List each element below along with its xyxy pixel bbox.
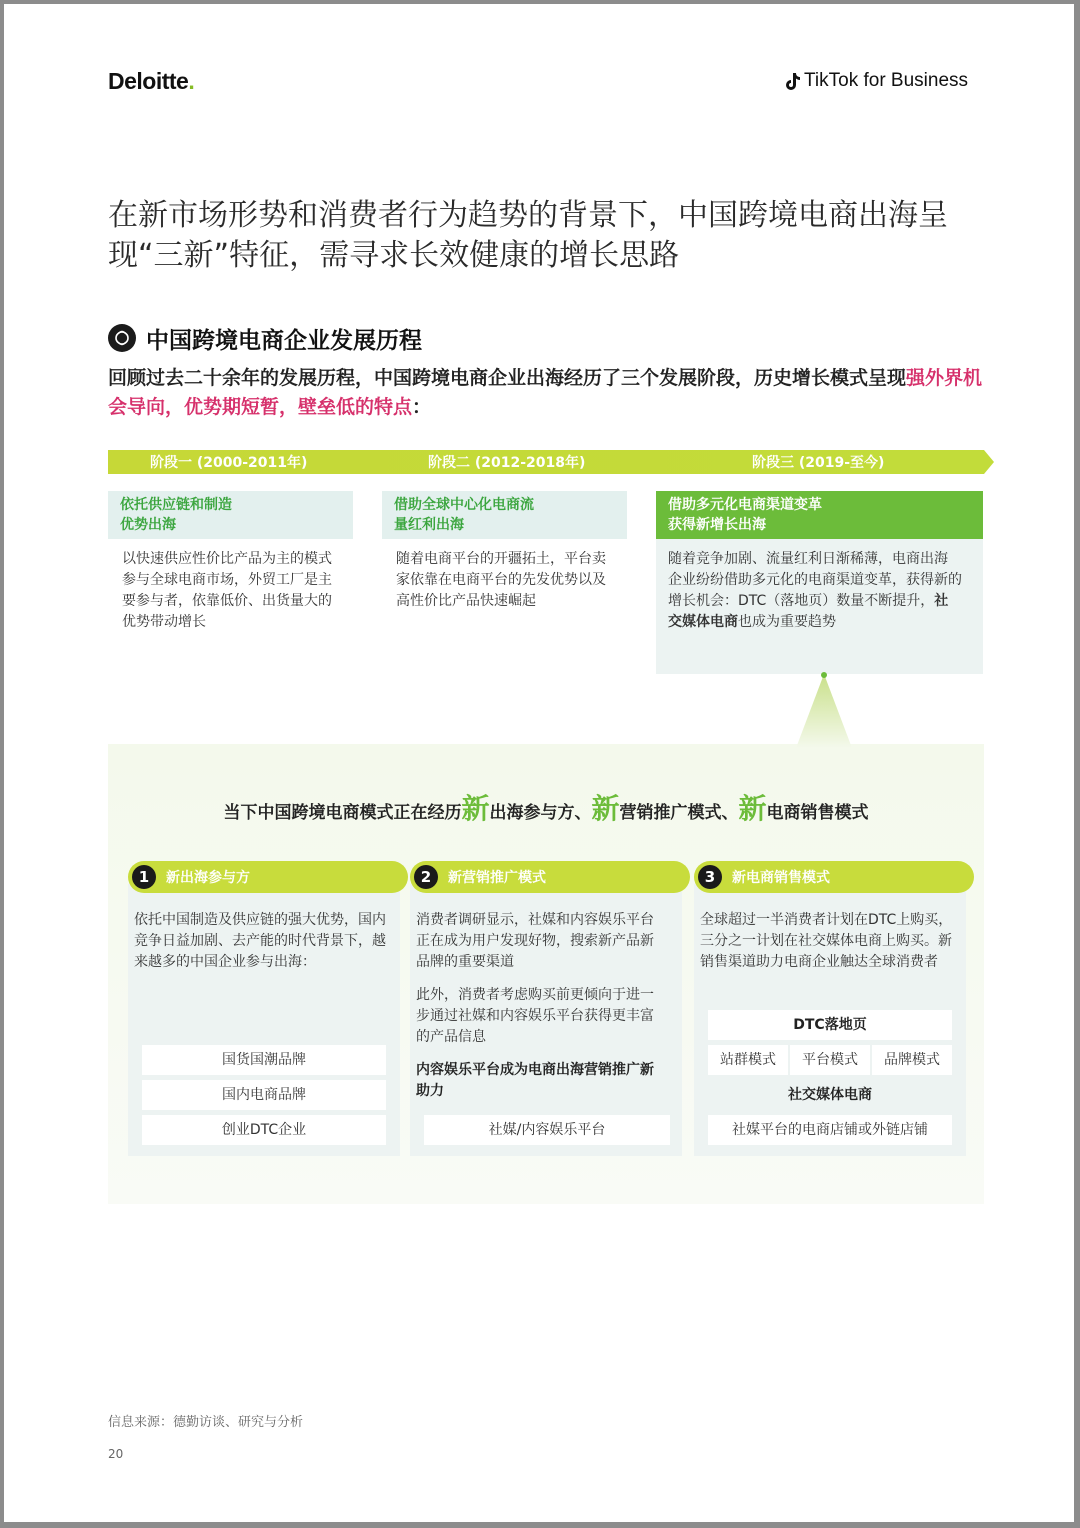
column-1-title: 新出海参与方 [166, 870, 250, 886]
tiktok-note-icon [784, 72, 800, 91]
site-group-mode: 站群模式 [708, 1045, 788, 1075]
stage-2-heading: 借助全球中心化电商流 量红利出海 [382, 491, 627, 539]
logo-dot: . [188, 68, 195, 94]
column-3-title: 新电商销售模式 [732, 870, 830, 886]
column-3-pill [694, 861, 974, 893]
column-1-number: 1 [132, 865, 156, 889]
column-2-emphasis: 内容娱乐平台成为电商出海营销推广新 助力 [416, 1062, 654, 1099]
social-ecommerce-title: 社交媒体电商 [788, 1087, 872, 1103]
tiktok-logo-text: TikTok for Business [804, 70, 969, 91]
column-3-text: 全球超过一半消费者计划在DTC上购买， 三分之一计划在社交媒体电商上购买。新 销售渠道助力电商企业触达全球消费者 [700, 912, 953, 970]
stage-2-body: 随着电商平台的开疆拓土，平台卖 家依靠在电商平台的先发优势以及 高性价比产品快速崛起 [396, 551, 606, 609]
column-3-number: 3 [698, 865, 722, 889]
social-store-box: 社媒平台的电商店铺或外链店铺 [708, 1115, 952, 1145]
platform-mode: 平台模式 [790, 1045, 870, 1075]
column-1-text: 依托中国制造及供应链的强大优势，国内 竞争日益加剧、去产能的时代背景下，越 来越多的中国企业参与出海： [134, 912, 386, 970]
column-2-item-1: 社媒/内容娱乐平台 [424, 1115, 670, 1145]
section-icon [108, 324, 136, 352]
dtc-landing-box: DTC落地页 [708, 1010, 952, 1040]
stage-3-body: 随着竞争加剧、流量红利日渐稀薄，电商出海 企业纷纷借助多元化的电商渠道变革，获得新的 增长机会：DTC（落地页）数量不断提升，社 交媒体电商也成为重要趋势 [668, 551, 962, 630]
deloitte-logo: Deloitte. [108, 68, 195, 94]
column-1-item-2: 国内电商品牌 [142, 1080, 386, 1110]
column-1-item-3: 创业DTC企业 [142, 1115, 386, 1145]
tiktok-logo [784, 70, 968, 92]
section-intro: 回顾过去二十余年的发展历程，中国跨境电商企业出海经历了三个发展阶段，历史增长模式呈现强外界机会导向，优势期短暂，壁垒低的特点： [108, 367, 983, 418]
intro-highlight: 强外界机会导向，优势期短暂，壁垒低的特点 [108, 367, 983, 418]
source-note: 信息来源：德勤访谈、研究与分析 [108, 1415, 304, 1430]
stage-3-label: 阶段三 (2019-至今) [752, 455, 885, 471]
page-number: 20 [108, 1447, 124, 1461]
column-1-item-1: 国货国潮品牌 [142, 1045, 386, 1075]
brand-mode: 品牌模式 [872, 1045, 952, 1075]
column-2-text-1: 消费者调研显示，社媒和内容娱乐平台 正在成为用户发现好物，搜索新产品新 品牌的重要渠道 [416, 912, 654, 970]
stage-1-body: 以快速供应性价比产品为主的模式 参与全球电商市场，外贸工厂是主 要参与者，依靠低价、出货量大的 优势带动增长 [122, 551, 332, 630]
column-2-text-2: 此外，消费者考虑购买前更倾向于进一 步通过社媒和内容娱乐平台获得更丰富 的产品信息 [416, 987, 654, 1045]
band-title: 当下中国跨境电商模式正在经历新出海参与方、新营销推广模式、新电商销售模式 [223, 792, 869, 825]
spotlight-triangle [774, 668, 874, 748]
document-page [4, 4, 1074, 1522]
section-title: 中国跨境电商企业发展历程 [146, 328, 422, 354]
page-headline: 在新市场形势和消费者行为趋势的背景下，中国跨境电商出海呈现“三新”特征，需寻求长效健康的增长思路 [108, 198, 948, 273]
stage-2-label: 阶段二 (2012-2018年) [428, 455, 586, 471]
stage-1-heading: 依托供应链和制造 优势出海 [108, 491, 353, 539]
column-2-title: 新营销推广模式 [448, 870, 546, 886]
column-2-number: 2 [414, 865, 438, 889]
column-1-pill [128, 861, 408, 893]
stage-1-label: 阶段一 (2000-2011年) [150, 455, 308, 471]
stage-3-heading: 借助多元化电商渠道变革 获得新增长出海 [656, 491, 983, 539]
column-2-pill [410, 861, 690, 893]
